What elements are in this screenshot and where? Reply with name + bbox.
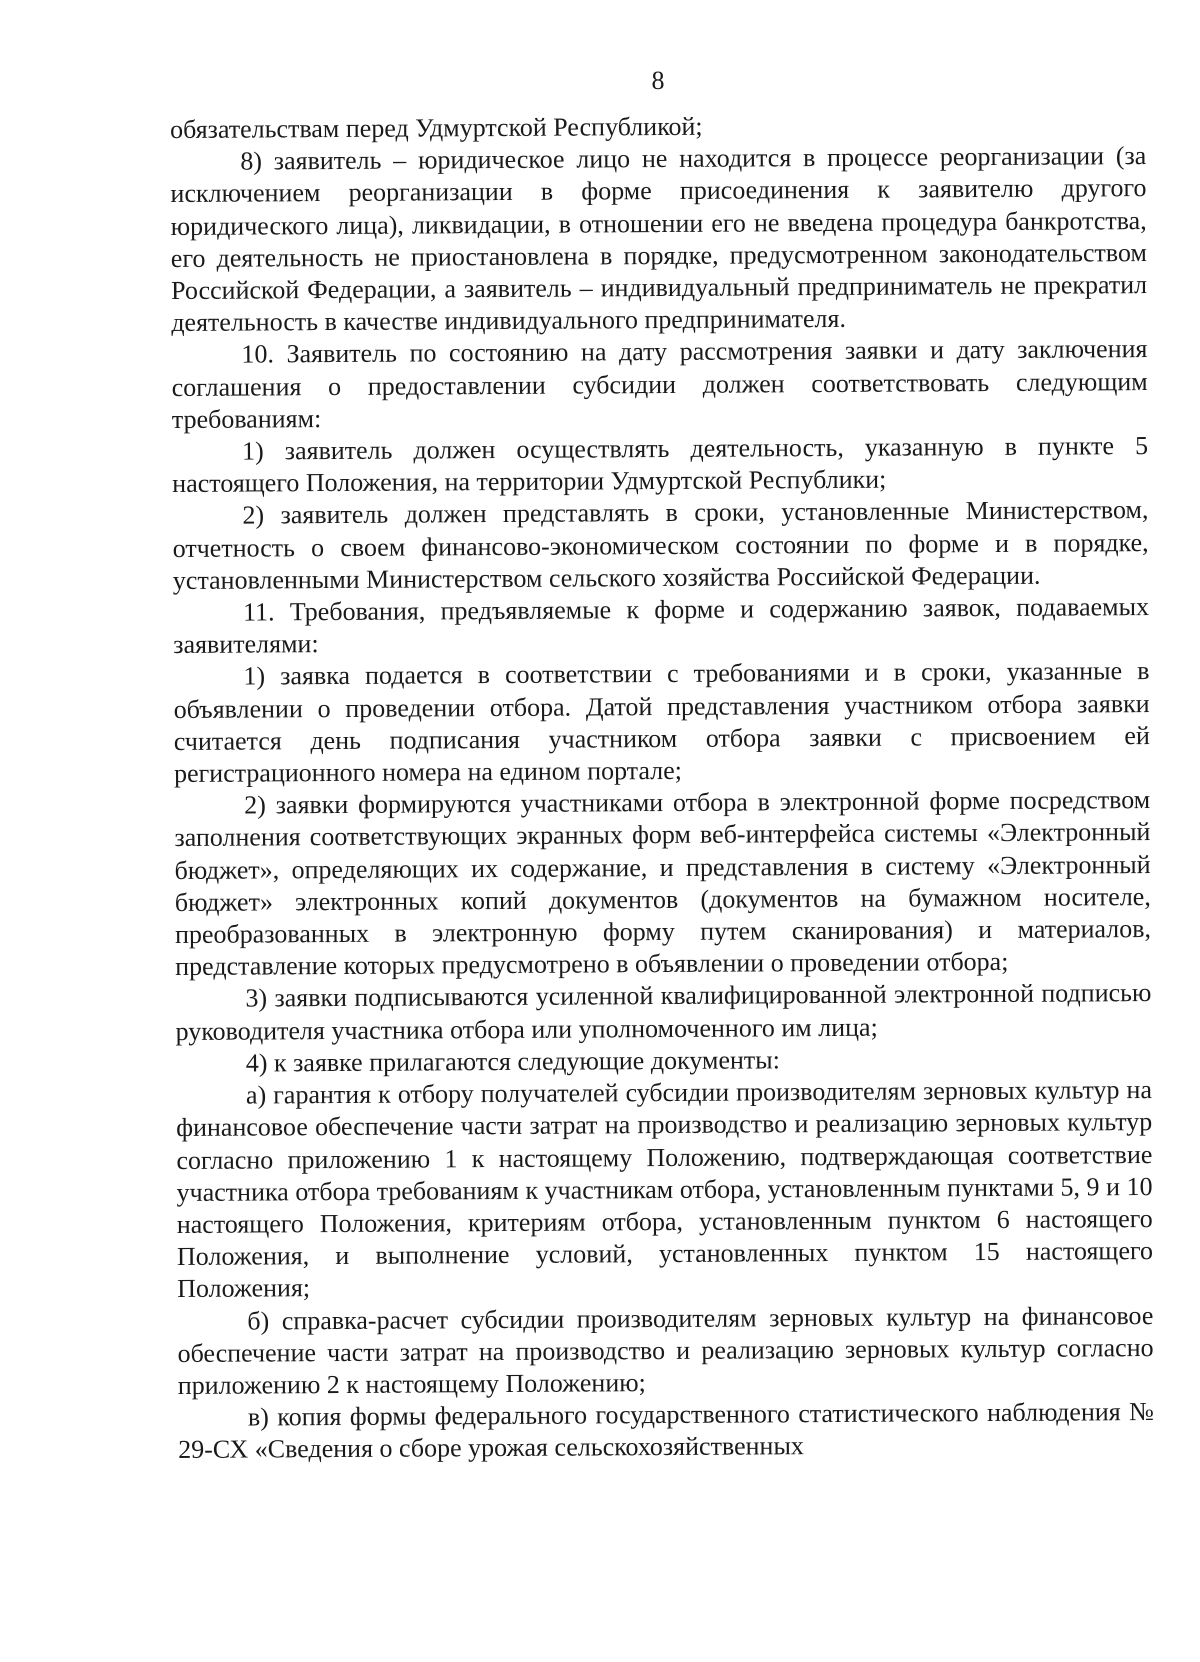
paragraph-item-8: 8) заявитель – юридическое лицо не находится в процессе реорганизации (за исключением реорганизации в форме присоединения к заявителю другого юридического лица), ликвидации, в отношении его не введена процедура банкротства, его деятельность не приостановлена в порядке, предусмотренном законодательством Российской Федерации, а заявитель – индивидуальный предприниматель не прекратил деятельность в качестве индивидуального предпринимателя. xyxy=(170,141,1148,338)
paragraph-subitem-b: б) справка-расчет субсидии производителям зерновых культур на финансовое обеспечение части затрат на производство и реализацию зерновых культур согласно приложению 2 к настоящему Положению; xyxy=(177,1300,1154,1400)
paragraph-subitem-v: в) копия формы федерального государственного статистического наблюдения № 29-СХ «Сведения о сборе урожая сельскохозяйственных xyxy=(178,1397,1155,1465)
paragraph-clause-10-item-1: 1) заявитель должен осуществлять деятельность, указанную в пункте 5 настоящего Положения, на территории Удмуртской Республики; xyxy=(172,431,1149,499)
paragraph-clause-11-item-4: 4) к заявке прилагаются следующие документы: xyxy=(245,1045,781,1078)
paragraph-continuation: обязательствам перед Удмуртской Республикой; xyxy=(170,111,703,144)
paragraph-clause-11-item-1: 1) заявка подается в соответствии с требованиями и в сроки, указанные в объявлении о проведении отбора. Датой представления участником отбора заявки считается день подписания участником отбора заявки с присвоением ей регистрационного номера на едином портале; xyxy=(173,656,1150,789)
paragraph-clause-11: 11. Требования, предъявляемые к форме и содержанию заявок, подаваемых заявителями: xyxy=(173,592,1150,660)
paragraph-subitem-a: а) гарантия к отбору получателей субсидии производителям зерновых культур на финансовое обеспечение части затрат на производство и реализацию зерновых культур согласно приложению 1 к настоящему Положению, подтверждающая соответствие участника отбора требованиям к участникам отбора, установленным пунктами 5, 9 и 10 настоящего Положения, критериям отбора, установленным пунктом 6 настоящего Положения, и выполнение условий, установленных пунктом 15 настоящего Положения; xyxy=(176,1075,1154,1304)
document-body xyxy=(170,108,1154,1466)
page-number: 8 xyxy=(651,66,665,95)
paragraph-clause-11-item-3: 3) заявки подписываются усиленной квалифицированной электронной подписью руководителя участника отбора или уполномоченного им лица; xyxy=(175,978,1152,1046)
paragraph-clause-10: 10. Заявитель по состоянию на дату рассмотрения заявки и дату заключения соглашения о предоставлении субсидии должен соответствовать следующим требованиям: xyxy=(171,334,1148,434)
paragraph-clause-10-item-2: 2) заявитель должен представлять в сроки, установленные Министерством, отчетность о своем финансово-экономическом состоянии по форме и в порядке, установленными Министерством сельского хозяйства Российской Федерации. xyxy=(172,495,1149,595)
paragraph-clause-11-item-2: 2) заявки формируются участниками отбора в электронной форме посредством заполнения соответствующих экранных форм веб-интерфейса системы «Электронный бюджет», определяющих их содержание, и представления в систему «Электронный бюджет» электронных копий документов (документов на бумажном носителе, преобразованных в электронную форму путем сканирования) и материалов, представление которых предусмотрено в объявлении о проведении отбора; xyxy=(174,785,1152,982)
